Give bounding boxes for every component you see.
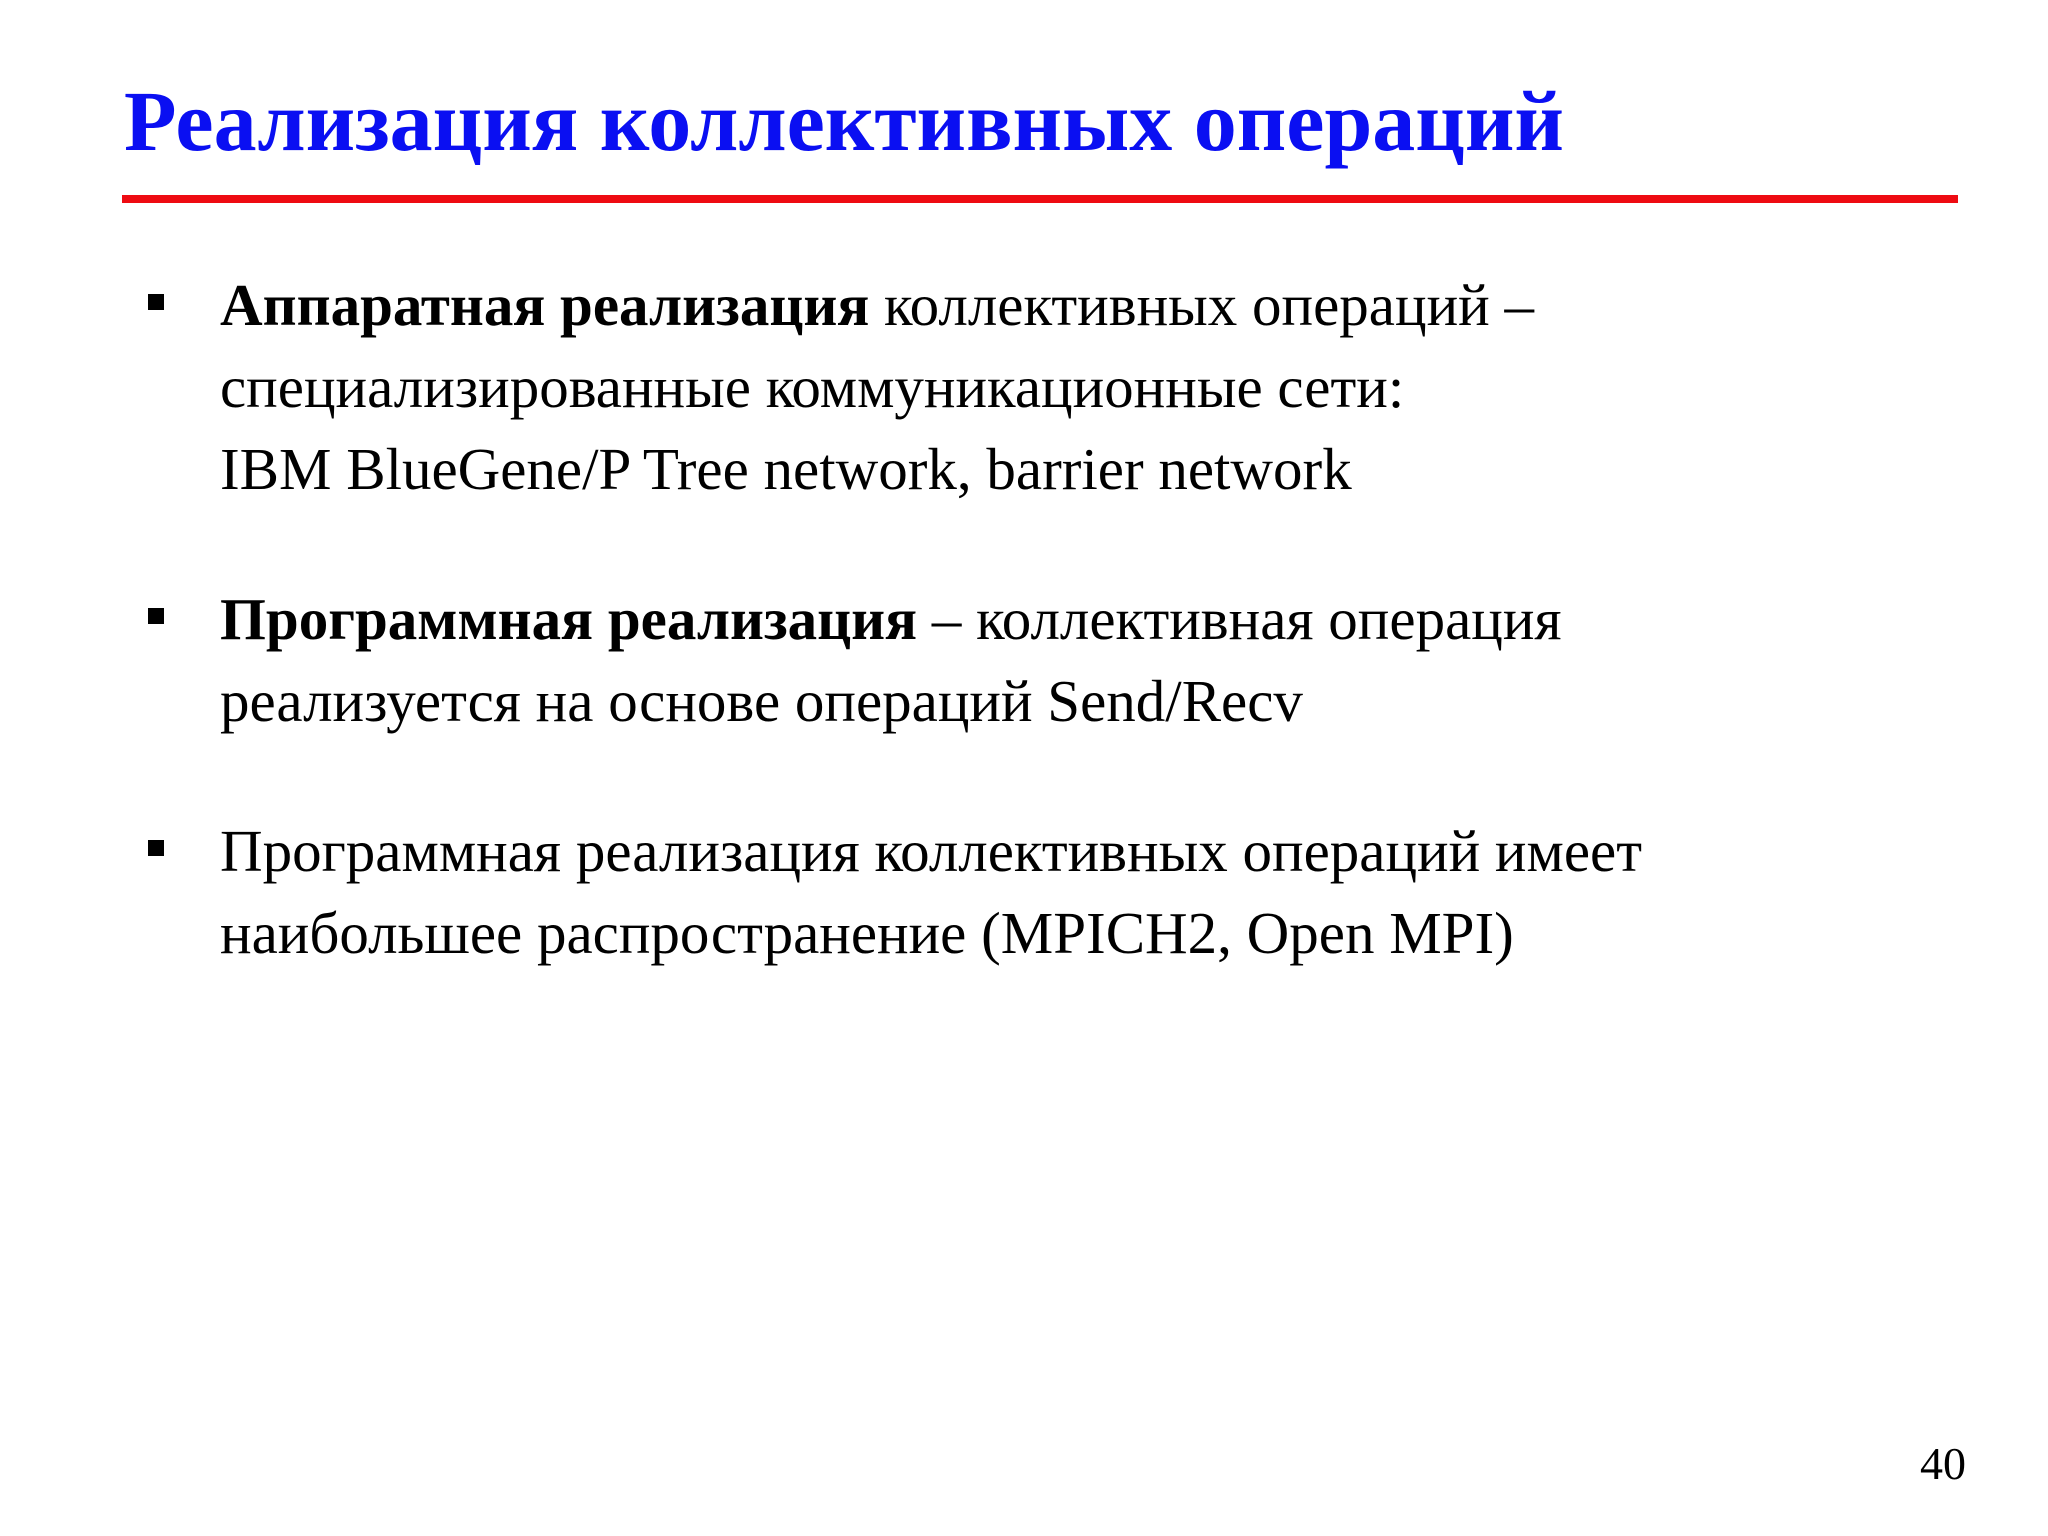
line-text: реализуется на основе операций Send/Recv bbox=[220, 668, 1303, 734]
square-bullet-icon bbox=[148, 608, 164, 624]
page-number: 40 bbox=[1920, 1438, 1966, 1489]
bullet-line bbox=[220, 578, 1980, 660]
line-text: IBM BlueGene/P Tree network, barrier network bbox=[220, 436, 1352, 502]
bold-term: Программная реализация bbox=[220, 586, 918, 652]
bullet-line bbox=[220, 660, 1980, 742]
bullet-text bbox=[220, 264, 1980, 510]
square-bullet-icon bbox=[148, 294, 164, 310]
bullet-line bbox=[220, 810, 1980, 892]
square-bullet-icon bbox=[148, 840, 164, 856]
bullet-text bbox=[220, 810, 1980, 974]
bullet-line bbox=[220, 264, 1980, 346]
bullet-text bbox=[220, 578, 1980, 742]
bullet-line bbox=[220, 346, 1980, 428]
bullet-line bbox=[220, 892, 1980, 974]
line-text: – коллективная операция bbox=[917, 586, 1562, 652]
bullet-line bbox=[220, 428, 1980, 510]
line-text: Программная реализация коллективных операций имеет bbox=[220, 818, 1642, 884]
line-text: наибольшее распространение (MPICH2, Open MPI) bbox=[220, 900, 1514, 966]
slide-title: Реализация коллективных операций bbox=[124, 73, 1564, 169]
line-text: коллективных операций – bbox=[869, 272, 1534, 338]
bold-term: Аппаратная реализация bbox=[220, 272, 870, 338]
line-text: специализированные коммуникационные сети: bbox=[220, 354, 1405, 420]
